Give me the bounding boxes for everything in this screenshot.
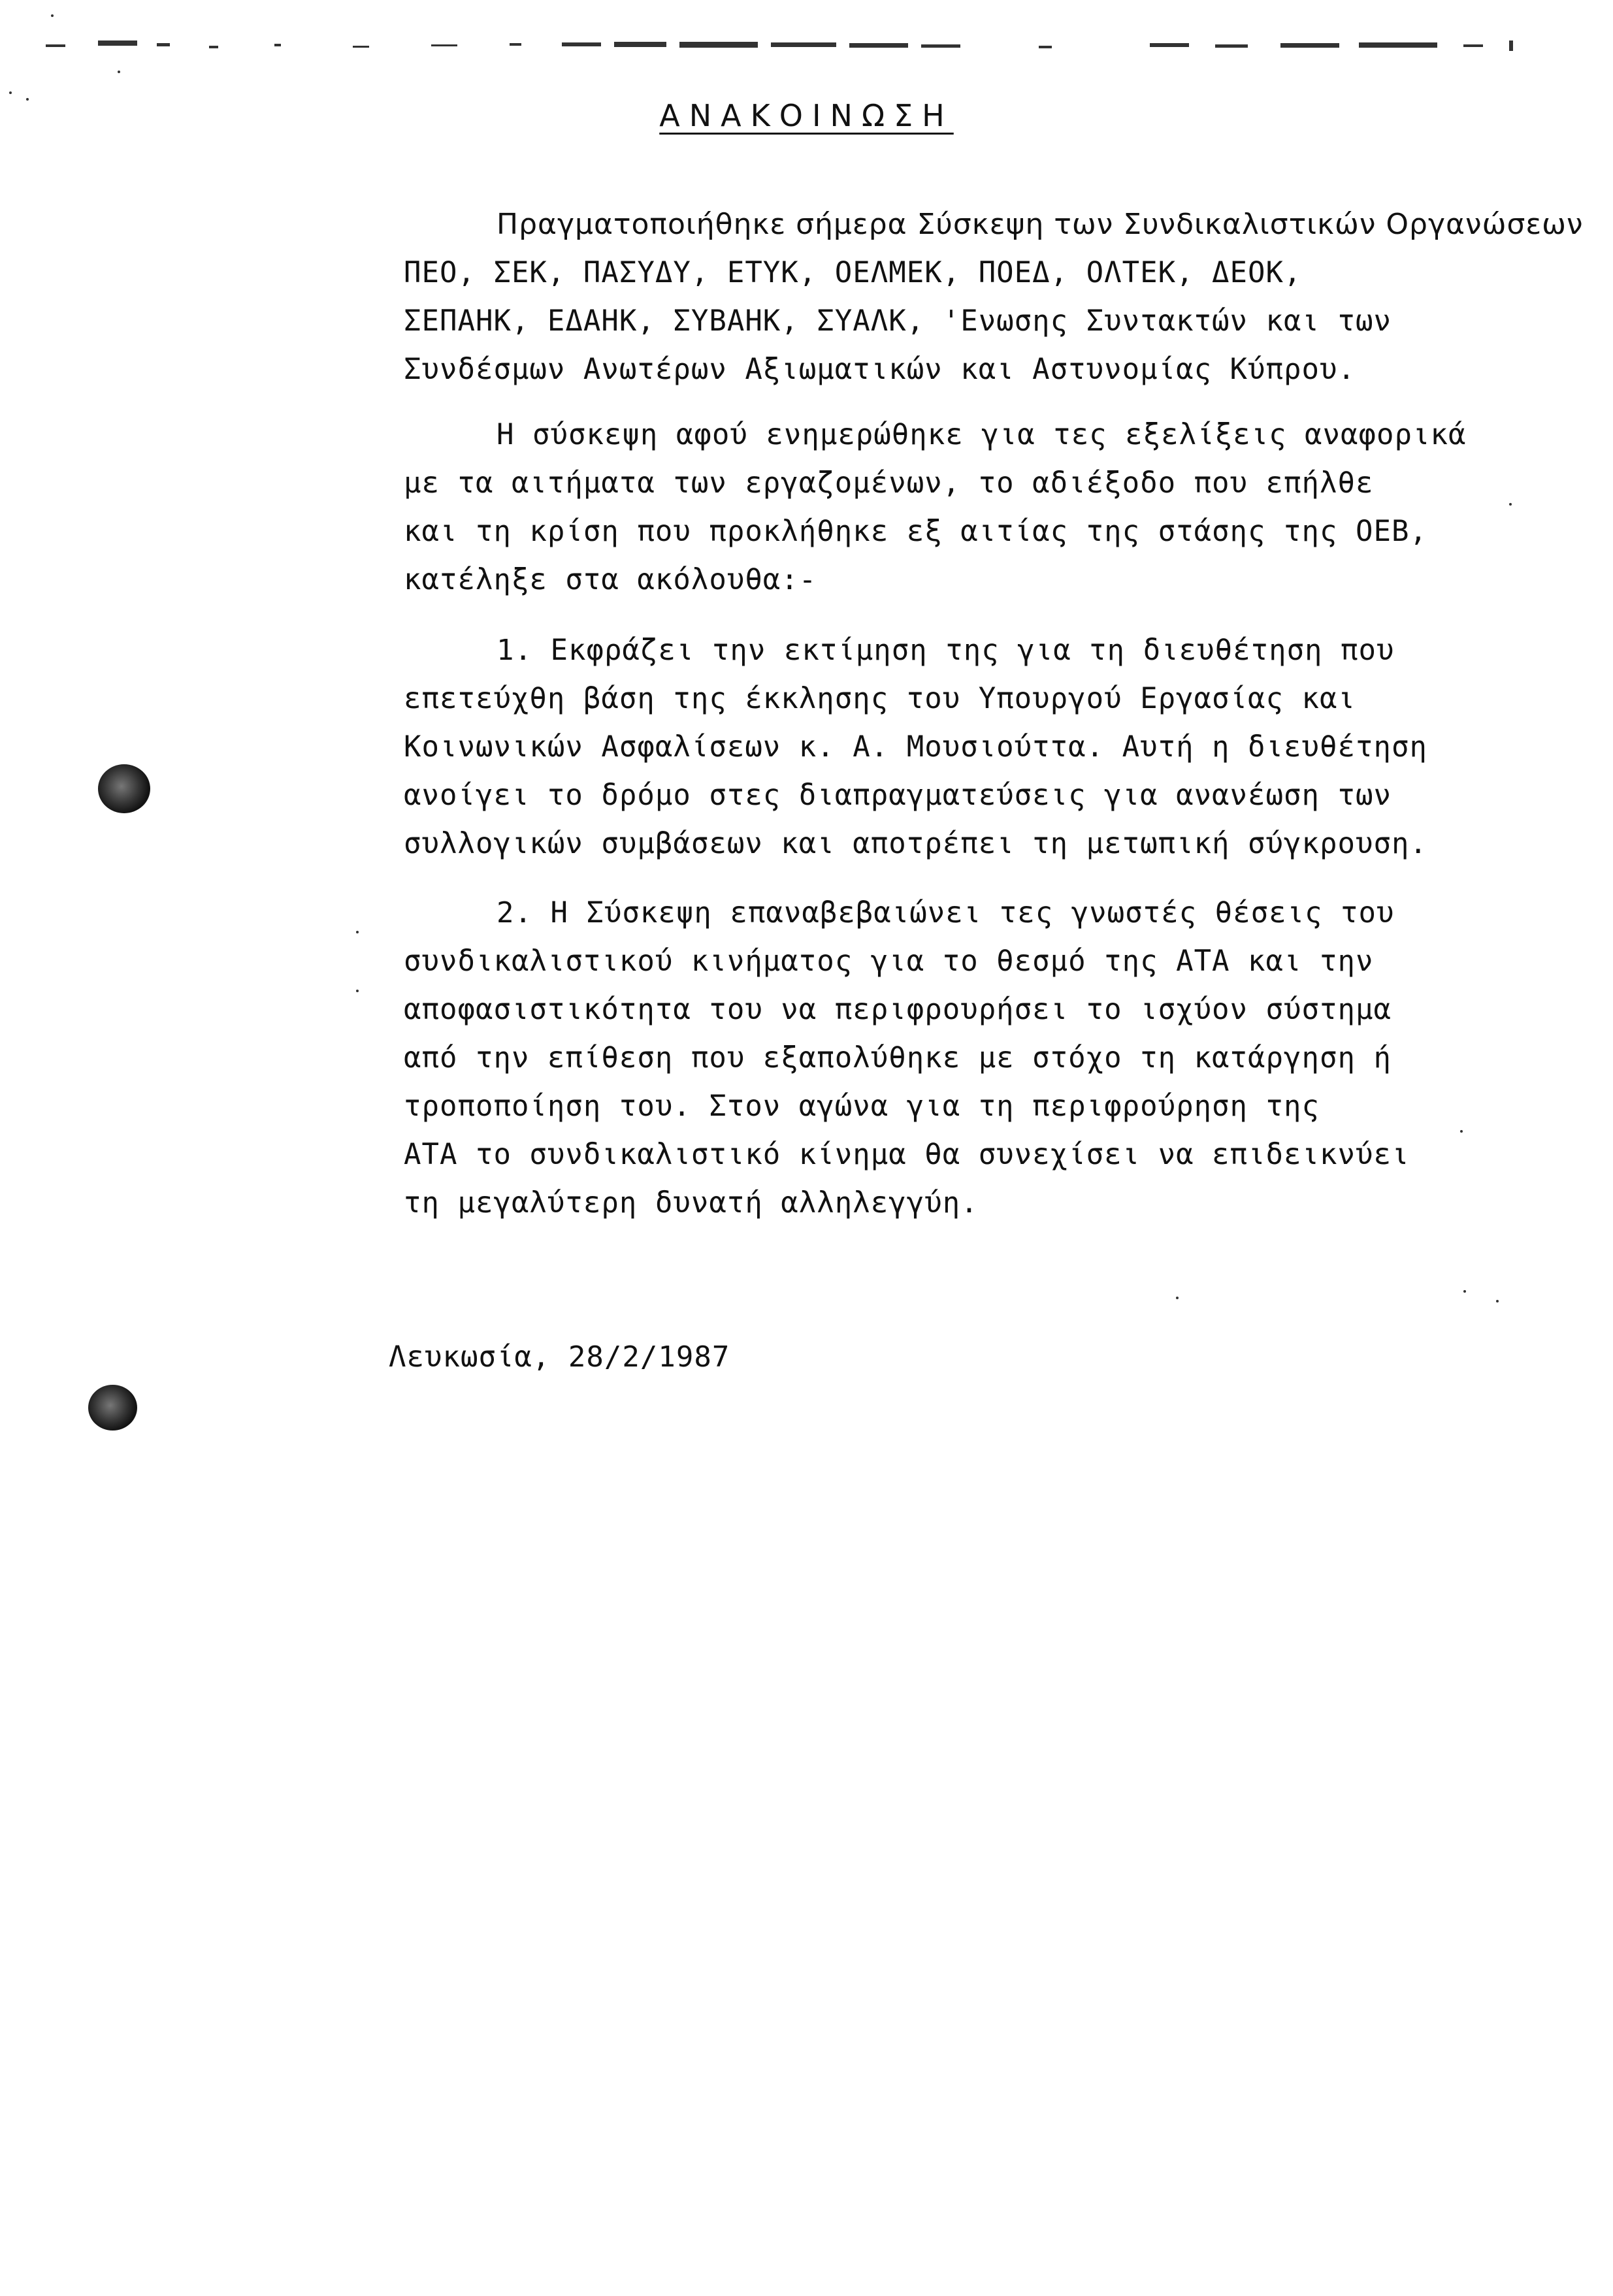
point-1-line: ανοίγει το δρόμο στες διαπραγματεύσεις για ανανέωση των bbox=[404, 779, 1392, 812]
point-2-line: αποφασιστικότητα του να περιφρουρήσει το ισχύον σύστημα bbox=[404, 993, 1392, 1026]
scan-speck bbox=[356, 931, 359, 933]
point-2-line: συνδικαλιστικού κινήματος για το θεσμό της ΑΤΑ και την bbox=[404, 945, 1374, 978]
point-1-line: 1. Εκφράζει την εκτίμηση της για τη διευθέτηση που bbox=[497, 634, 1395, 667]
document-title-text: ΑΝΑΚΟΙΝΩΣΗ bbox=[659, 98, 954, 133]
scan-speck bbox=[1509, 503, 1512, 506]
paragraph-2-line: Η σύσκεψη αφού ενημερώθηκε για τες εξελίξεις αναφορικά bbox=[497, 418, 1467, 451]
point-1-line: συλλογικών συμβάσεων και αποτρέπει τη μετωπική σύγκρουση. bbox=[404, 827, 1427, 860]
point-1-line: Κοινωνικών Ασφαλίσεων κ. Α. Μουσιούττα. Αυτή η διευθέτηση bbox=[404, 730, 1427, 764]
scan-speck bbox=[9, 91, 12, 94]
scan-noise bbox=[39, 26, 1542, 65]
paragraph-1-line: Πραγματοποιήθηκε σήμερα Σύσκεψη των Συνδικαλιστικών Οργανώσεων bbox=[497, 208, 1584, 241]
paragraph-2-line: κατέληξε στα ακόλουθα:- bbox=[404, 563, 817, 596]
document-title bbox=[0, 98, 1613, 133]
punch-hole bbox=[88, 1385, 137, 1431]
point-2-line: ΑΤΑ το συνδικαλιστικό κίνημα θα συνεχίσει να επιδεικνύει bbox=[404, 1138, 1410, 1171]
point-2-line: τροποποίηση του. Στον αγώνα για τη περιφρούρηση της bbox=[404, 1090, 1320, 1123]
scan-speck bbox=[1460, 1130, 1463, 1133]
point-2-line: από την επίθεση που εξαπολύθηκε με στόχο τη κατάργηση ή bbox=[404, 1041, 1392, 1075]
point-1-line: επετεύχθη βάση της έκκλησης του Υπουργού Εργασίας και bbox=[404, 682, 1356, 715]
scan-speck bbox=[1496, 1300, 1499, 1302]
scan-speck bbox=[1463, 1290, 1466, 1293]
punch-hole bbox=[98, 764, 150, 813]
paragraph-1-line: Συνδέσμων Ανωτέρων Αξιωματικών και Αστυνομίας Κύπρου. bbox=[404, 353, 1356, 386]
point-2-line: τη μεγαλύτερη δυνατή αλληλεγγύη. bbox=[404, 1186, 979, 1220]
paragraph-2-line: με τα αιτήματα των εργαζομένων, το αδιέξοδο που επήλθε bbox=[404, 466, 1374, 500]
paragraph-1-line: ΠΕΟ, ΣΕΚ, ΠΑΣΥΔΥ, ΕΤΥΚ, ΟΕΛΜΕΚ, ΠΟΕΔ, ΟΛΤΕΚ, ΔΕΟΚ, bbox=[404, 256, 1302, 289]
paragraph-1-line: ΣΕΠΑΗΚ, ΕΔΑΗΚ, ΣΥΒΑΗΚ, ΣΥΑΛΚ, 'Ενωσης Συντακτών και των bbox=[404, 304, 1392, 338]
point-2-line: 2. Η Σύσκεψη επαναβεβαιώνει τες γνωστές θέσεις του bbox=[497, 896, 1395, 930]
scan-speck bbox=[118, 71, 120, 73]
scan-speck bbox=[51, 14, 54, 17]
scan-speck bbox=[1176, 1297, 1179, 1299]
place-date: Λευκωσία, 28/2/1987 bbox=[389, 1340, 730, 1374]
scan-speck bbox=[356, 990, 359, 992]
paragraph-2-line: και τη κρίση που προκλήθηκε εξ αιτίας της στάσης της ΟΕΒ, bbox=[404, 515, 1427, 548]
